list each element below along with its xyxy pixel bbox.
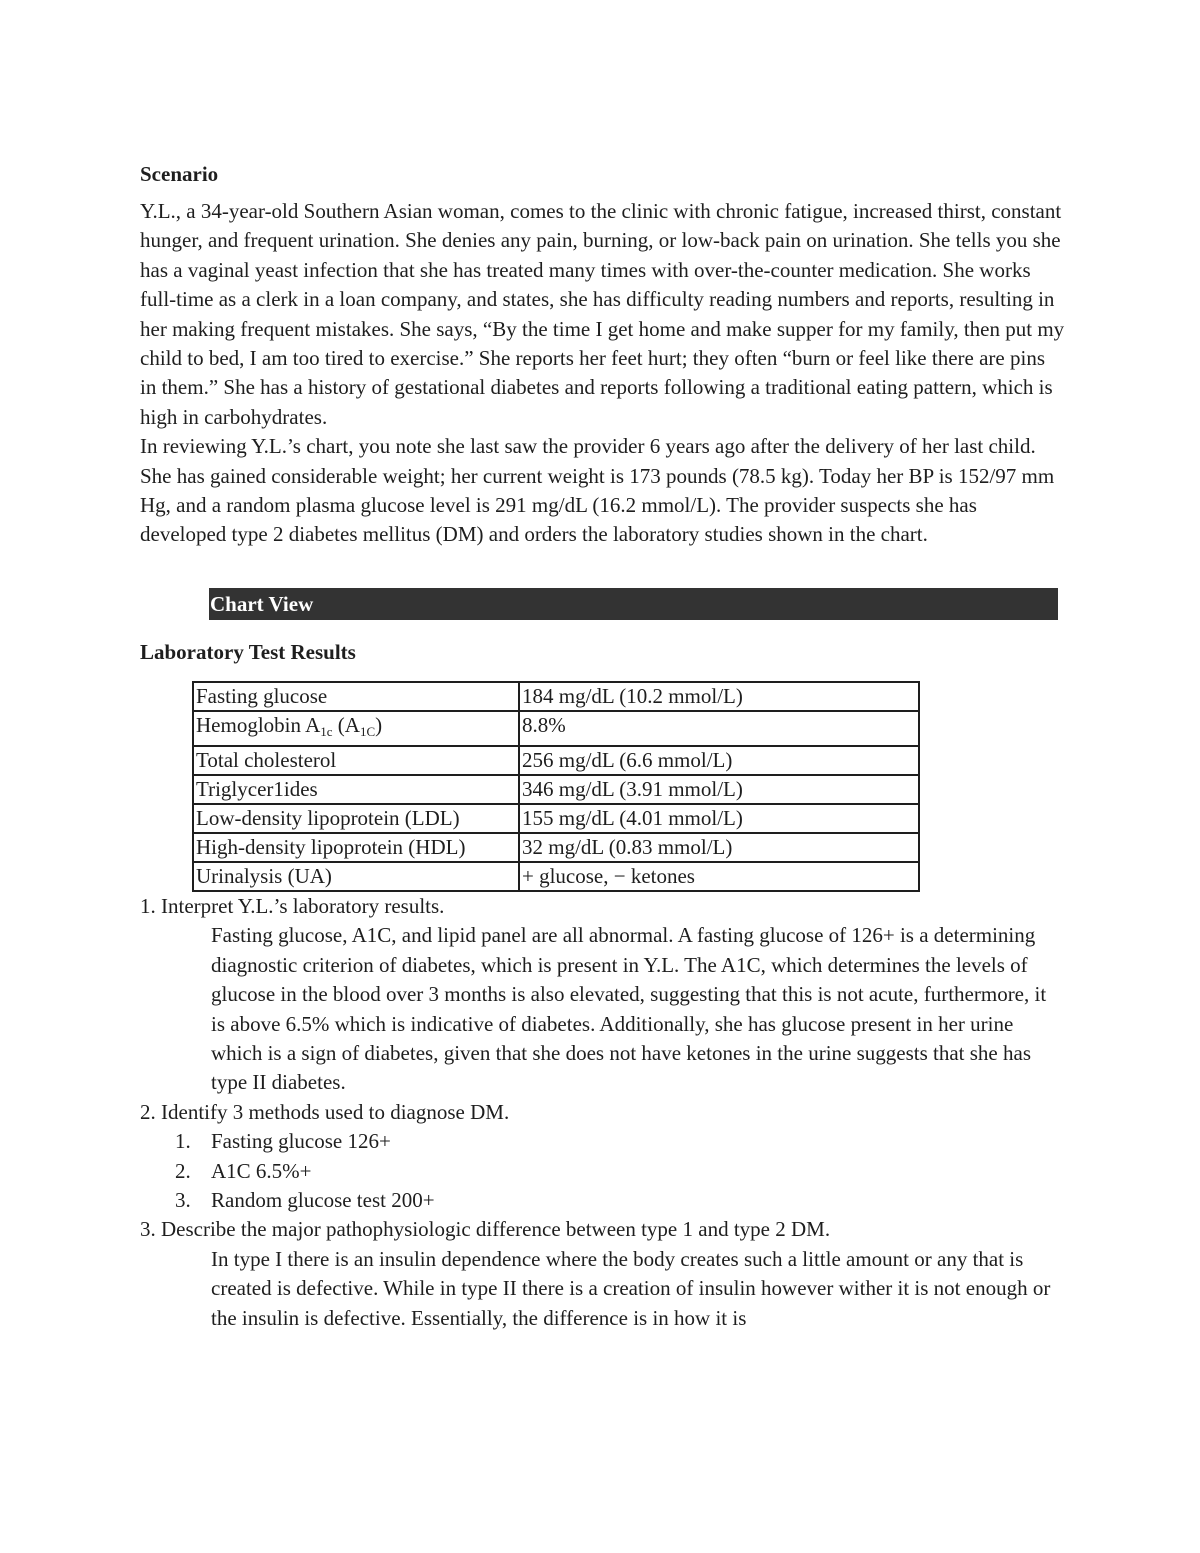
lab-test-result: 32 mg/dL (0.83 mmol/L) (519, 833, 919, 862)
table-row (193, 833, 919, 862)
chart-view-bar: Chart View (209, 588, 1058, 620)
lab-test-result: 155 mg/dL (4.01 mmol/L) (519, 804, 919, 833)
list-item-number: 3. (175, 1187, 191, 1212)
lab-test-name: Triglycer1ides (193, 775, 519, 804)
lab-test-result: 8.8% (519, 711, 919, 746)
lab-test-name: High-density lipoprotein (HDL) (193, 833, 519, 862)
table-row (193, 804, 919, 833)
question-2: 2. Identify 3 methods used to diagnose DM. (140, 1099, 510, 1124)
table-row (193, 746, 919, 775)
lab-test-name-end: ) (375, 712, 383, 737)
question-1: 1. Interpret Y.L.’s laboratory results. (140, 893, 445, 918)
diagnosis-methods-list (140, 1127, 1065, 1215)
list-item-number: 2. (175, 1158, 191, 1183)
lab-test-name-main: Hemoglobin A (196, 712, 321, 737)
lab-test-name-sub: 1c (320, 723, 333, 739)
document-page (140, 160, 1065, 1333)
scenario-paragraph-1: Y.L., a 34-year-old Southern Asian woman, comes to the clinic with chronic fatigue, increased thirst, constant hunger, and frequent urination. She denies any pain, burning, or low-back pain on urination. She tells you she has a vaginal yeast infection that she has treated many times with over-the-counter medication. She works full-time as a clerk in a loan company, and states, she has difficulty reading numbers and reports, resulting in her making frequent mistakes. She says, “By the time I get home and make supper for my family, then put my child to bed, I am too tired to exercise.” She reports her feet hurt; they often “burn or feel like there are pins in them.” She has a history of gestational diabetes and reports following a traditional eating pattern, which is high in carbohydrates. (140, 199, 1065, 429)
list-item-text: Random glucose test 200+ (211, 1187, 435, 1212)
list-item-text: Fasting glucose 126+ (211, 1129, 391, 1154)
lab-test-result: 184 mg/dL (10.2 mmol/L) (519, 682, 919, 711)
answer-3: In type I there is an insulin dependence where the body creates such a little amount or any that is created is defective. While in type II there is a creation of insulin however wither it is not enough or the insulin is defective. Essentially, the difference is in how it is (211, 1246, 1051, 1330)
lab-test-name-mid: (A (332, 712, 360, 737)
list-item-number: 1. (175, 1129, 191, 1154)
lab-test-name: Total cholesterol (193, 746, 519, 775)
lab-test-result: 256 mg/dL (6.6 mmol/L) (519, 746, 919, 775)
question-3: 3. Describe the major pathophysiologic difference between type 1 and type 2 DM. (140, 1217, 831, 1242)
list-item (140, 1157, 1065, 1186)
table-row (193, 711, 919, 746)
list-item (140, 1127, 1065, 1156)
lab-results-heading: Laboratory Test Results (140, 639, 356, 664)
lab-test-name-sub2: 1C (359, 723, 376, 739)
lab-test-result: + glucose, − ketones (519, 862, 919, 891)
table-row (193, 682, 919, 711)
lab-test-name (193, 711, 519, 746)
list-item (140, 1186, 1065, 1215)
lab-test-name: Fasting glucose (193, 682, 519, 711)
table-row (193, 775, 919, 804)
table-row (193, 862, 919, 891)
lab-test-name: Low-density lipoprotein (LDL) (193, 804, 519, 833)
lab-test-name: Urinalysis (UA) (193, 862, 519, 891)
list-item-text: A1C 6.5%+ (211, 1158, 312, 1183)
answer-1: Fasting glucose, A1C, and lipid panel are all abnormal. A fasting glucose of 126+ is a determining diagnostic criterion of diabetes, which is present in Y.L. The A1C, which determines the levels of glucose in the blood over 3 months is also elevated, suggesting that this is not acute, furthermore, it is above 6.5% which is indicative of diabetes. Additionally, she has glucose present in her urine which is a sign of diabetes, given that she does not have ketones in the urine suggests that she has type II diabetes. (211, 923, 1047, 1095)
lab-test-result: 346 mg/dL (3.91 mmol/L) (519, 775, 919, 804)
lab-results-table (192, 681, 920, 892)
scenario-heading: Scenario (140, 162, 219, 186)
scenario-paragraph-2: In reviewing Y.L.’s chart, you note she last saw the provider 6 years ago after the delivery of her last child. She has gained considerable weight; her current weight is 173 pounds (78.5 kg). Today her BP is 152/97 mm Hg, and a random plasma glucose level is 291 mg/dL (16.2 mmol/L). The provider suspects she has developed type 2 diabetes mellitus (DM) and orders the laboratory studies shown in the chart. (140, 434, 1055, 547)
